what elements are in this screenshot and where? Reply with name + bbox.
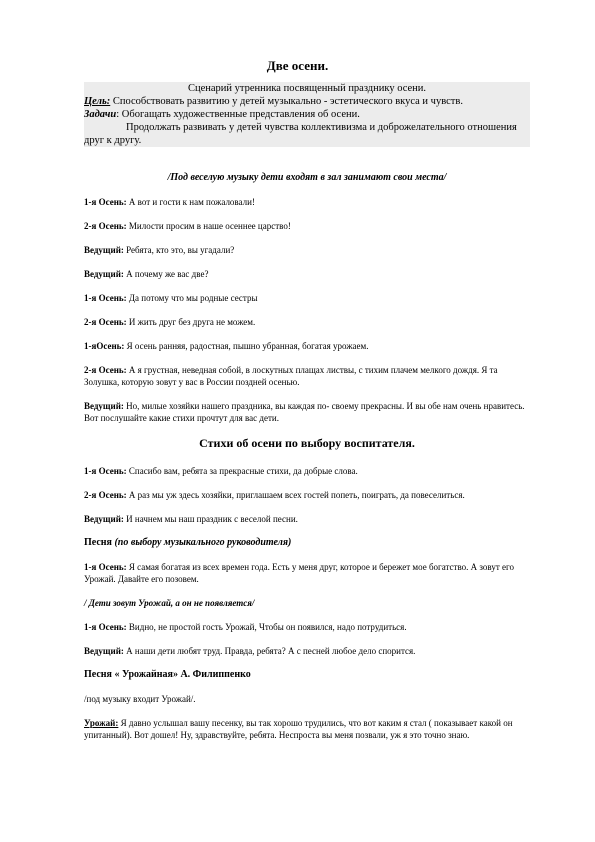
stage-direction: /Под веселую музыку дети входят в зал занимают свои места/ [167, 172, 447, 183]
document-title: Две осени. [266, 58, 329, 73]
dialogue-line [84, 364, 530, 388]
dialogue-line [84, 400, 530, 424]
dialogue-text: Я самая богатая из всех времен года. Есть у меня друг, которое и бережет мое богатство. А зовут его Урожай. Давайте его позовем. [84, 562, 514, 584]
goal-label: Цель: [84, 96, 111, 107]
tasks-text: : Обогащать художественные представления об осени. [116, 109, 360, 120]
stage-direction: /под музыку входит Урожай/. [84, 694, 196, 704]
song-heading: Песня « Урожайная» А. Филиппенко [84, 669, 251, 680]
dialogue-group [84, 465, 530, 525]
song-heading [84, 537, 530, 549]
dialogue-text: Спасибо вам, ребята за прекрасные стихи, да добрые слова. [126, 466, 358, 476]
dialogue-text: А я грустная, неведная собой, в лоскутных плащах листвы, с тихим плачем мелкого дождя. Я та Золушка, которую зовут у вас в России поздней осенью. [84, 365, 498, 387]
dialogue-text: А наши дети любят труд. Правда, ребята? А с песней любое дело спорится. [123, 646, 416, 656]
dialogue-line [84, 621, 530, 633]
dialogue-line [84, 465, 530, 477]
dialogue-text: И жить друг без друга не можем. [126, 317, 256, 327]
dialogue-text: Но, милые хозяйки нашего праздника, вы каждая по- своему прекрасны. И вы обе нам очень нравитесь. Вот послушайте какие стихи прочтут для вас дети. [84, 401, 525, 423]
dialogue-line [84, 340, 530, 352]
dialogue-group [84, 621, 530, 657]
stage-direction: / Дети зовут Урожай, а он не появляется/ [84, 598, 255, 608]
speaker-name: Ведущий: [84, 245, 124, 255]
speaker-name: Ведущий: [84, 401, 124, 411]
speaker-name: 1-я Осень: [84, 466, 127, 476]
speaker-name: Ведущий: [84, 269, 124, 279]
dialogue-text: И начнем мы наш праздник с веселой песни. [123, 514, 298, 524]
dialogue-group [84, 561, 530, 585]
dialogue-line [84, 268, 530, 280]
dialogue-line [84, 244, 530, 256]
dialogue-text: Я осень ранняя, радостная, пышно убранная, богатая урожаем. [124, 341, 369, 351]
script-body [84, 196, 530, 753]
tasks-label: Задачи [84, 109, 117, 120]
speaker-name: Урожай: [84, 718, 119, 728]
dialogue-text: А вот и гости к нам пожаловали! [126, 197, 255, 207]
dialogue-group [84, 196, 530, 424]
speaker-name: Ведущий: [84, 514, 124, 524]
speaker-name: 2-я Осень: [84, 365, 127, 375]
dialogue-group [84, 717, 530, 741]
dialogue-text: Я давно услышал вашу песенку, вы так хорошо трудились, что вот каким я стал ( показывает какой он упитанный). Вот дошел! Ну, здравствуйте, ребята. Неспроста вы меня позвали, уж я это точно знаю. [84, 718, 513, 740]
song-note: (по выбору музыкального руководителя) [114, 537, 292, 548]
dialogue-text: Ребята, кто это, вы угадали? [123, 245, 235, 255]
dialogue-line [84, 292, 530, 304]
speaker-name: 2-я Осень: [84, 490, 127, 500]
dialogue-line [84, 513, 530, 525]
dialogue-line [84, 645, 530, 657]
speaker-name: 2-я Осень: [84, 317, 127, 327]
goal-text: Способствовать развитию у детей музыкально - эстетического вкуса и чувств. [110, 96, 463, 107]
dialogue-text: Да потому что мы родные сестры [126, 293, 258, 303]
dialogue-text: А раз мы уж здесь хозяйки, приглашаем всех гостей попеть, поиграть, да повеселиться. [126, 490, 465, 500]
dialogue-line [84, 316, 530, 328]
dialogue-text: Видно, не простой гость Урожай, Чтобы он появился, надо потрудиться. [126, 622, 407, 632]
speaker-name: 2-я Осень: [84, 221, 127, 231]
speaker-name: 1-я Осень: [84, 197, 127, 207]
speaker-name: Ведущий: [84, 646, 124, 656]
dialogue-line [84, 717, 530, 741]
intro-block [84, 82, 530, 147]
speaker-name: 1-я Осень: [84, 622, 127, 632]
song-label: Песня [84, 537, 115, 548]
speaker-name: 1-я Осень: [84, 293, 127, 303]
speaker-name: 1-я Осень: [84, 562, 127, 572]
goal-paragraph [84, 95, 530, 108]
poems-heading: Стихи об осени по выбору воспитателя. [199, 436, 415, 450]
dialogue-text: А почему же вас две? [123, 269, 209, 279]
tasks-paragraph [84, 108, 530, 121]
dialogue-line [84, 196, 530, 208]
dialogue-text: Милости просим в наше осеннее царство! [126, 221, 291, 231]
intro-line: Сценарий утренника посвященный празднику осени. [187, 83, 427, 94]
speaker-name: 1-яОсень: [84, 341, 125, 351]
intro-line: Продолжать развивать у детей чувства коллективизма и доброжелательного отношения друг к другу. [84, 122, 517, 146]
dialogue-line [84, 489, 530, 501]
dialogue-line [84, 561, 530, 585]
dialogue-line [84, 220, 530, 232]
